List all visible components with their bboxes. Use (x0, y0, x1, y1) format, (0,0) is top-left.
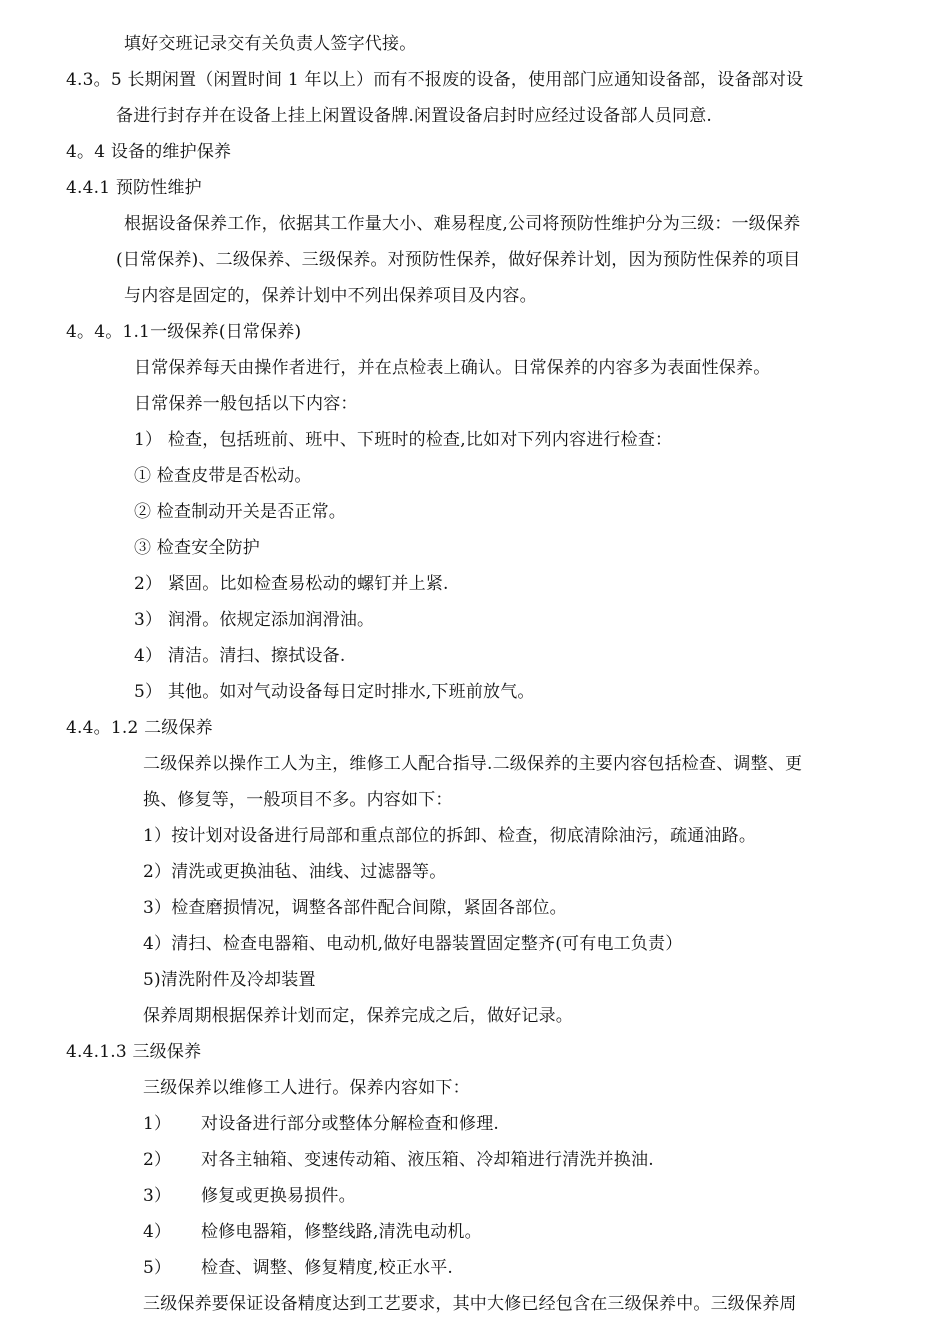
paragraph-line: 换、修复等，一般项目不多。内容如下： (143, 790, 453, 810)
paragraph-line: 根据设备保养工作，依据其工作量大小、难易程度,公司将预防性维护分为三级：一级保养 (124, 214, 801, 234)
list-number: 2） (143, 1150, 172, 1170)
list-item (143, 1149, 654, 1171)
list-item (143, 1257, 453, 1279)
list-item-text: 检查、调整、修复精度,校正水平. (201, 1258, 454, 1278)
list-item: 4） 清洁。清扫、擦拭设备. (134, 646, 346, 666)
list-item-text: 修复或更换易损件。 (201, 1186, 356, 1206)
subsection-heading-4-4-1-1: 4。4。1.1一级保养(日常保养) (66, 322, 302, 342)
paragraph-line: 日常保养一般包括以下内容： (134, 394, 358, 414)
text-line: 备进行封存并在设备上挂上闲置设备牌.闲置设备启封时应经过设备部人员同意. (116, 106, 713, 126)
paragraph-line: 三级保养要保证设备精度达到工艺要求，其中大修已经包含在三级保养中。三级保养周 (143, 1294, 797, 1314)
list-number: 4） (143, 1222, 172, 1242)
list-item-text: 对各主轴箱、变速传动箱、液压箱、冷却箱进行清洗并换油. (201, 1150, 654, 1170)
list-item: 2）清洗或更换油毡、油线、过滤器等。 (143, 862, 447, 882)
list-item (143, 1113, 499, 1135)
list-item: ① 检查皮带是否松动。 (134, 466, 312, 486)
list-item: 1）按计划对设备进行局部和重点部位的拆卸、检查，彻底清除油污，疏通油路。 (143, 826, 757, 846)
list-number: 1） (143, 1114, 172, 1134)
list-number: 5） (143, 1258, 172, 1278)
list-item: ③ 检查安全防护 (134, 538, 261, 558)
list-item: 5)清洗附件及冷却装置 (143, 970, 316, 990)
list-item: 4）清扫、检查电器箱、电动机,做好电器装置固定整齐(可有电工负责） (143, 934, 683, 954)
text-line: 填好交班记录交有关负责人签字代接。 (124, 34, 417, 54)
list-item (143, 1185, 356, 1207)
paragraph-line: 保养周期根据保养计划而定，保养完成之后，做好记录。 (143, 1006, 573, 1026)
list-item: 3）检查磨损情况，调整各部件配合间隙，紧固各部位。 (143, 898, 567, 918)
subsection-heading-4-4-1: 4.4.1 预防性维护 (66, 178, 202, 198)
list-item: 3） 润滑。依规定添加润滑油。 (134, 610, 375, 630)
subsection-heading-4-4-1-3: 4.4.1.3 三级保养 (66, 1042, 202, 1062)
list-item: ② 检查制动开关是否正常。 (134, 502, 347, 522)
paragraph-line: (日常保养)、二级保养、三级保养。对预防性保养，做好保养计划，因为预防性保养的项目 (116, 250, 801, 270)
list-item-text: 对设备进行部分或整体分解检查和修理. (201, 1114, 500, 1134)
paragraph-line: 与内容是固定的，保养计划中不列出保养项目及内容。 (124, 286, 537, 306)
paragraph-line: 二级保养以操作工人为主，维修工人配合指导.二级保养的主要内容包括检查、调整、更 (143, 754, 803, 774)
section-heading-4-4: 4。4 设备的维护保养 (66, 142, 232, 162)
list-number: 3） (143, 1186, 172, 1206)
list-item: 5） 其他。如对气动设备每日定时排水,下班前放气。 (134, 682, 535, 702)
paragraph-line: 日常保养每天由操作者进行，并在点检表上确认。日常保养的内容多为表面性保养。 (134, 358, 771, 378)
paragraph-line: 三级保养以维修工人进行。保养内容如下： (143, 1078, 470, 1098)
list-item (143, 1221, 482, 1243)
subsection-heading-4-4-1-2: 4.4。1.2 二级保养 (66, 718, 213, 738)
list-item: 1） 检查，包括班前、班中、下班时的检查,比如对下列内容进行检查： (134, 430, 673, 450)
clause-4-3-5: 4.3。5 长期闲置（闲置时间 1 年以上）而有不报废的设备，使用部门应通知设备部，设备部对设 (66, 70, 804, 90)
list-item: 2） 紧固。比如检查易松动的螺钉并上紧. (134, 574, 449, 594)
list-item-text: 检修电器箱，修整线路,清洗电动机。 (201, 1222, 482, 1242)
